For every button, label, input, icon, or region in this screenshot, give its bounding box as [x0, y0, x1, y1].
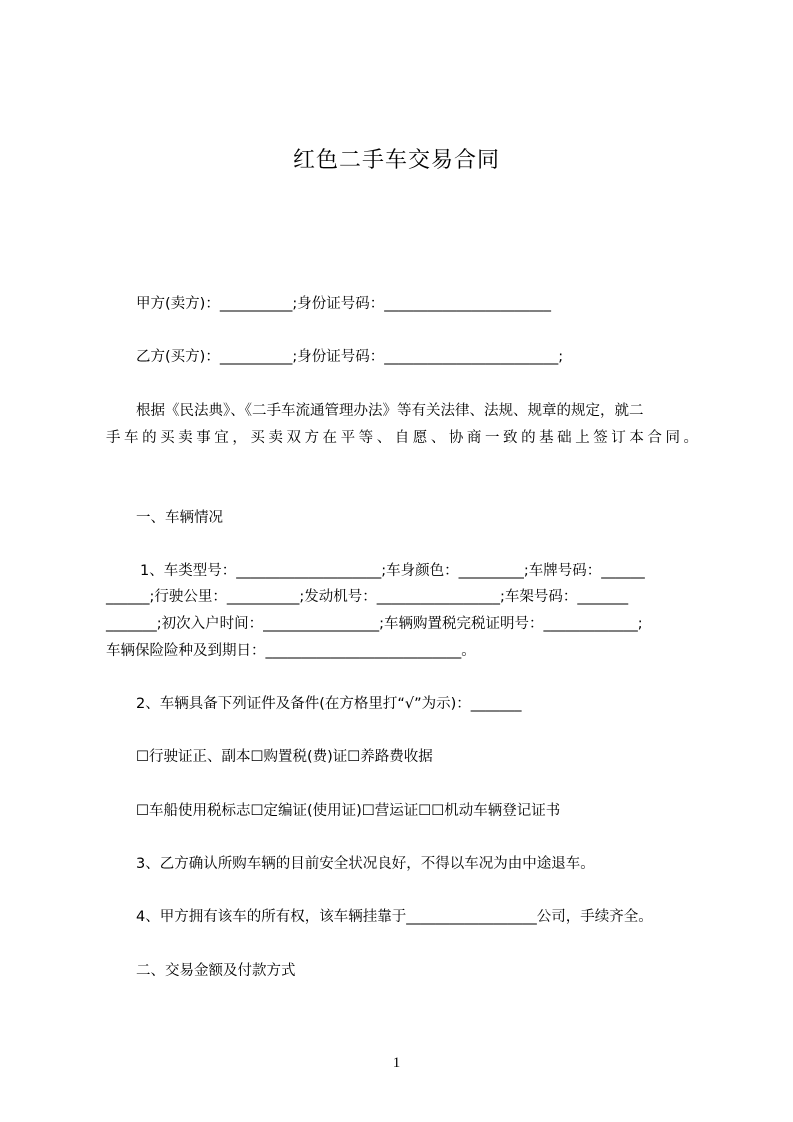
- vehicle-info-line-3: _______;初次入户时间：________________;车辆购置税完税证明号：_____________;: [106, 616, 643, 632]
- section-heading-payment: 二、交易金额及付款方式: [136, 963, 296, 979]
- page-number: 1: [392, 1055, 401, 1071]
- documents-checklist-line-1: ☐行驶证正、副本☐购置税(费)证☐养路费收据: [136, 749, 433, 765]
- vehicle-info-line-1: 1、车类型号：____________________;车身颜色：_________;车牌号码：______: [140, 563, 645, 579]
- vehicle-info-line-4: 车辆保险险种及到期日：___________________________。: [106, 643, 476, 659]
- documents-checklist-line-2: ☐车船使用税标志☐定编证(使用证)☐营运证☐☐机动车辆登记证书: [136, 803, 561, 819]
- safety-confirmation-item: 3、乙方确认所购车辆的目前安全状况良好，不得以车况为由中途退车。: [136, 856, 595, 872]
- intro-paragraph-line-1: 根据《民法典》、《二手车流通管理办法》等有关法律、法规、规章的规定，就二: [136, 403, 644, 419]
- vehicle-info-line-2: ______;行驶公里：__________;发动机号：_________________;车架号码：_______: [106, 589, 629, 605]
- document-title: 红色二手车交易合同: [292, 148, 500, 173]
- party-b-line: 乙方(买方)：__________;身份证号码：________________________;: [136, 349, 564, 365]
- ownership-item: 4、甲方拥有该车的所有权，该车辆挂靠于__________________公司，手续齐全。: [136, 909, 653, 925]
- section-heading-vehicle: 一、车辆情况: [136, 510, 223, 526]
- intro-paragraph-line-2: 手车的买卖事宜，买卖双方在平等、自愿、协商一致的基础上签订本合同。: [106, 430, 698, 446]
- party-a-line: 甲方(卖方)：__________;身份证号码：_______________________: [136, 296, 551, 312]
- documents-item: 2、车辆具备下列证件及备件(在方格里打“√”为示)：_______: [136, 696, 522, 712]
